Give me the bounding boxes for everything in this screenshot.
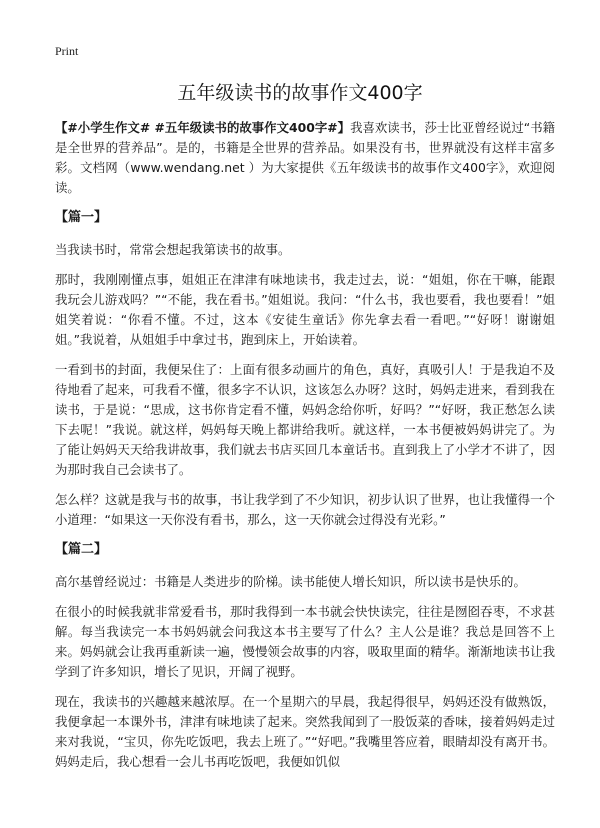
intro-tag: 【#小学生作文# #五年级读书的故事作文400字#】	[55, 120, 351, 135]
document-body	[55, 118, 555, 782]
print-label: Print	[55, 44, 79, 58]
section1-paragraph: 怎么样？这就是我与书的故事，书让我学到了不少知识，初步认识了世界，也让我懂得一个小道理：“如果这一天你没有看书，那么，这一天你就会过得没有光彩。”	[55, 492, 555, 527]
section2-paragraph: 在很小的时候我就非常爱看书，那时我得到一本书就会快快读完，往往是囫囵吞枣，不求甚解。每当我读完一本书妈妈就会问我这本书主要写了什么？主人公是谁？我总是回答不上来。妈妈就会让我再重新读一遍，慢慢领会故事的内容，吸取里面的精华。渐渐地读书让我学到了许多知识，增长了见识，开阔了视野。	[55, 604, 555, 679]
section2-paragraph: 高尔基曾经说过：书籍是人类进步的阶梯。读书能使人增长知识，所以读书是快乐的。	[55, 574, 526, 589]
section1-paragraph: 一看到书的封面，我便呆住了：上面有很多动画片的角色，真好，真吸引人！于是我迫不及待地看了起来，可我看不懂，很多字不认识，这该怎么办呀？这时，妈妈走进来，看到我在读书，于是说：“思成，这书你肯定看不懂，妈妈念给你听，好吗？”“好呀，我正愁怎么读下去呢！”我说。就这样，妈妈每天晚上都讲给我听。就这样，一本书便被妈妈讲完了。为了能让妈妈天天给我讲故事，我们就去书店买回几本童话书。直到我上了小学才不讲了，因为那时我自己会读书了。	[55, 362, 555, 477]
section-heading-1: 【篇一】	[55, 210, 108, 225]
section-heading-2: 【篇二】	[55, 542, 108, 557]
section2-paragraph: 现在，我读书的兴趣越来越浓厚。在一个星期六的早晨，我起得很早，妈妈还没有做熟饭，我便拿起一本课外书，津津有味地读了起来。突然我闻到了一股饭菜的香味，接着妈妈走过来对我说，“宝贝，你先吃饭吧，我去上班了。”“好吧。”我嘴里答应着，眼睛却没有离开书。妈妈走后，我心想看一会儿书再吃饭吧，我便如饥似	[55, 694, 555, 769]
section1-paragraph: 那时，我刚刚懂点事，姐姐正在津津有味地读书，我走过去，说：“姐姐，你在干嘛，能跟我玩会儿游戏吗？”“不能，我在看书。”姐姐说。我问：“什么书，我也要看，我也要看！”姐姐笑着说：“你看不懂。不过，这本《安徒生童话》你先拿去看一看吧。”“好呀！谢谢姐姐。”我说着，从姐姐手中拿过书，跑到床上，开始读着。	[55, 272, 555, 347]
intro-body: 我喜欢读书，莎士比亚曾经说过“书籍是全世界的营养品”。是的，书籍是全世界的营养品。如果没有书，世界就没有这样丰富多彩。文档网（www.wendang.net ）为大家提供《五年级读书的故事作文400字》，欢迎阅读。	[55, 120, 555, 195]
document-title: 五年级读书的故事作文400字	[177, 82, 423, 104]
section1-paragraph: 当我读书时，常常会想起我第读书的故事。	[55, 242, 291, 257]
intro-paragraph	[55, 118, 555, 198]
